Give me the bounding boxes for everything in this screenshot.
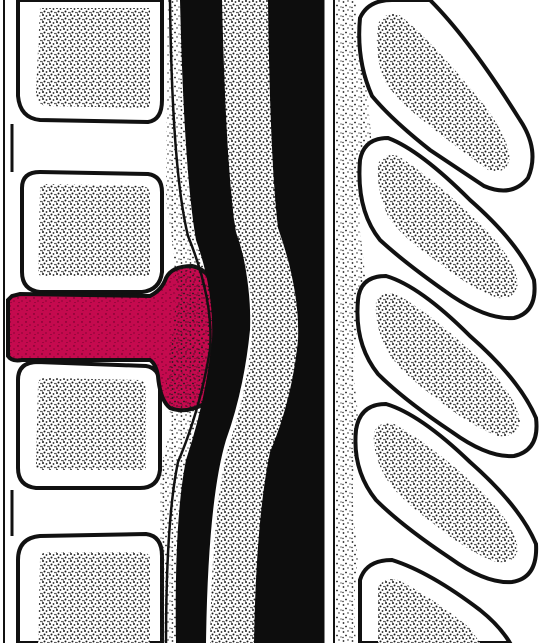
vertebral-body-4 [18, 534, 162, 643]
spinous-processes [355, 0, 536, 643]
vertebral-body-1 [18, 0, 162, 122]
vertebral-body-2 [22, 172, 162, 292]
vertebral-body-3 [18, 362, 160, 488]
